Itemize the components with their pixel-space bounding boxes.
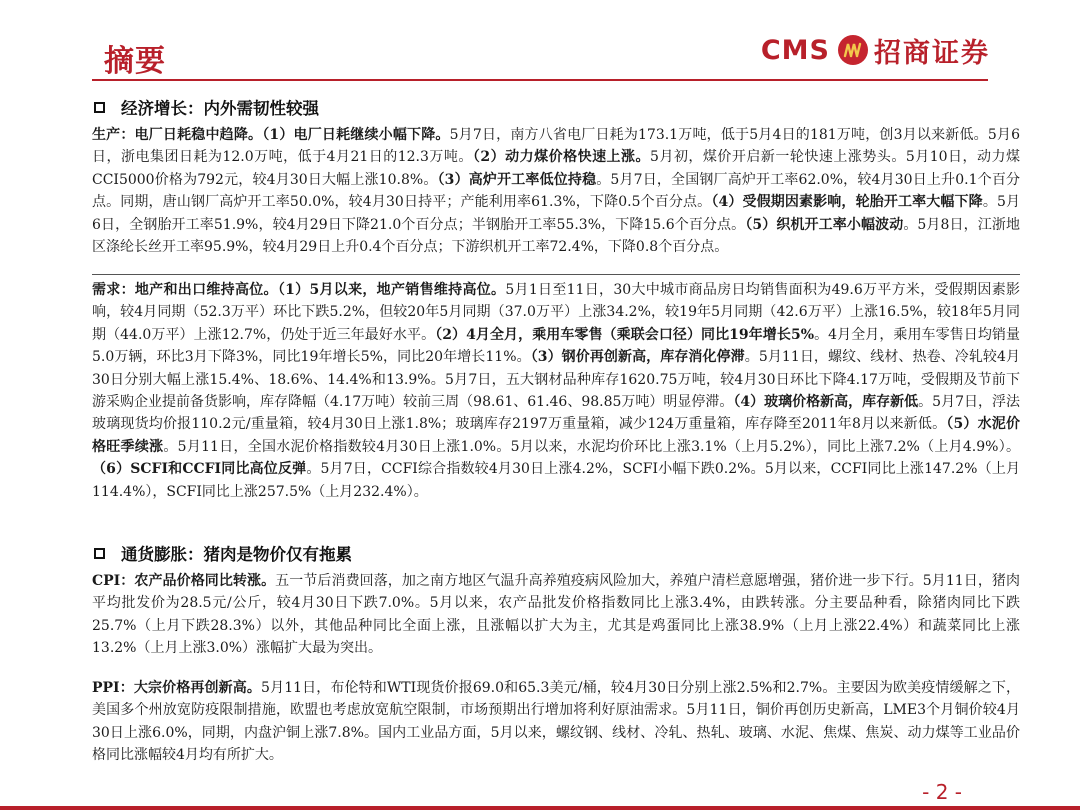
company-logo — [761, 30, 990, 70]
section-heading-text: 经济增长：内外需韧性较强 — [121, 99, 319, 118]
text-run: 。5月11日，螺纹、线材、热卷、冷轧较4月30日分别大幅上涨15.4%、18.6%、14.4%和13.9%。5月7日，五大钢材品种库存1620.75万吨，较4月30日环比下降4.17万吨，受假期及节前下游采购企业提前备货影响，库存降幅（4.17万吨）较前三周（98.61、61.46、98.85万吨）明显停滞。 — [92, 349, 1020, 411]
footer-rule — [0, 806, 1080, 810]
text-run: （5）水泥价格旺季续涨 — [92, 416, 1020, 455]
paragraph-lead: CPI：农产品价格同比转涨。 — [92, 573, 276, 589]
square-bullet-icon — [94, 548, 105, 559]
text-run: 5月7日，南方八省电厂日耗为173.1万吨，低于5月4日的181万吨，创3月以来新低。5月6日，浙电集团日耗为12.0万吨，低于4月21日的12.3万吨。 — [92, 127, 1020, 166]
text-run: （3）钢价再创新高，库存消化停滞 — [530, 349, 745, 366]
paragraph-lead: PPI：大宗价格再创新高。 — [92, 680, 262, 696]
text-run: （2）动力煤价格快速上涨。 — [472, 149, 651, 166]
text-run: （1）5月以来，地产销售维持高位。 — [277, 282, 506, 298]
paragraph-cpi — [92, 570, 1020, 660]
header-rule — [92, 79, 988, 81]
text-run: （4）受假期因素影响，轮胎开工率大幅下降 — [711, 194, 983, 211]
section-heading-economic-growth — [94, 95, 319, 119]
text-run: （3）高炉开工率低位持稳 — [437, 171, 597, 188]
text-run: （6）SCFI和CCFI同比高位反弹 — [92, 461, 307, 478]
text-run: 。5月7日，全国钢厂高炉开工率62.0%，较4月30日上升0.1个百分点。同期，唐山钢厂高炉开工率50.0%，较4月30日持平；产能利用率61.3%，下降0.5个百分点。 — [92, 171, 1020, 211]
section-heading-text: 通货膨胀：猪肉是物价仅有拖累 — [121, 545, 352, 564]
logo-emblem-icon — [838, 35, 868, 65]
text-run: （1）电厂日耗继续小幅下降。 — [262, 127, 450, 143]
paragraph-lead: 生产：电厂日耗稳中趋降。 — [92, 127, 263, 143]
square-bullet-icon — [94, 102, 105, 113]
text-run: （2）4月全月，乘用车零售（乘联会口径）同比19年增长5% — [435, 326, 814, 343]
paragraph-divider — [92, 274, 1020, 275]
text-run: 。5月8日，江浙地区涤纶长丝开工率95.9%，较4月29日上升0.4个百分点；下游织机开工率72.4%，下降0.8个百分点。 — [92, 216, 1020, 256]
text-run: （4）玻璃价格新高，库存新低 — [733, 394, 919, 411]
text-run: 。5月11日，全国水泥价格指数较4月30日上涨1.0%。5月以来，水泥均价环比上涨3.1%（上月5.2%），同比上涨7.2%（上月4.9%）。 — [163, 438, 1021, 455]
logo-chinese: 招商证券 — [874, 37, 990, 69]
page-number: - 2 - — [922, 780, 962, 804]
text-run: 。4月全月，乘用车零售日均销量5.0万辆，环比3月下降3%，同比19年增长5%，同比20年增长11%。 — [92, 326, 1020, 366]
paragraph-demand — [92, 279, 1020, 503]
paragraph-production — [92, 124, 1020, 258]
text-run: （5）织机开工率小幅波动 — [745, 216, 904, 233]
text-run: 五一节后消费回落，加之南方地区气温升高养殖疫病风险加大，养殖户清栏意愿增强，猪价进一步下行。5月11日，猪肉平均批发价为28.5元/公斤，较4月30日下跌7.0%。5月以来，农产品批发价格指数同比上涨3.4%，由跌转涨。分主要品种看，除猪肉同比下跌25.7%（上月下跌28.3%）以外，其他品种同比全面上涨，且涨幅以扩大为主，尤其是鸡蛋同比上涨38.9%（上月上涨22.4%）和蔬菜同比上涨13.2%（上月上涨3.0%）涨幅扩大最为突出。 — [92, 573, 1021, 657]
page-title: 摘要 — [104, 44, 166, 79]
paragraph-lead: 需求：地产和出口维持高位。 — [92, 282, 278, 298]
paragraph-ppi — [92, 677, 1020, 767]
text-run: 5月初，煤价开启新一轮快速上涨势头。5月10日，动力煤CCI5000价格为792元，较4月30日大幅上涨10.8%。 — [92, 149, 1020, 188]
text-run: 。5月6日，全钢胎开工率51.9%，较4月29日下降21.0个百分点；半钢胎开工率55.3%，下降15.6个百分点。 — [92, 194, 1020, 233]
text-run: 5月11日，布伦特和WTI现货价报69.0和65.3美元/桶，较4月30日分别上涨2.5%和2.7%。主要因为欧美疫情缓解之下，美国多个州放宽防疫限制措施，欧盟也考虑放宽航空限制，市场预期出行增加将利好原油需求。5月11日，铜价再创历史新高，LME3个月铜价较4月30日上涨6.0%，同期，内盘沪铜上涨7.8%。国内工业品方面，5月以来，螺纹钢、线材、冷轧、热轧、玻璃、水泥、焦煤、焦炭、动力煤等工业品价格同比涨幅较4月均有所扩大。 — [92, 680, 1020, 764]
text-run: 。5月7日，CCFI综合指数较4月30日上涨4.2%，SCFI小幅下跌0.2%。5月以来，CCFI同比上涨147.2%（上月114.4%），SCFI同比上涨257.5%（上月232.4%）。 — [92, 461, 1020, 500]
text-run: 5月1日至11日，30大中城市商品房日均销售面积为49.6万平方米，受假期因素影响，较4月同期（52.3万平）环比下跌5.2%，但较20年5月同期（37.0万平）上涨34.2%，较19年5月同期（42.6万平）上涨16.5%，较18年5月同期（44.0万平）上涨12.7%，仍处于近三年最好水平。 — [92, 282, 1020, 343]
text-run: 。5月7日，浮法玻璃现货均价报110.2元/重量箱，较4月30日上涨1.8%；玻璃库存2197万重量箱，减少124万重量箱，库存降至2011年8月以来新低。 — [92, 394, 1020, 433]
section-heading-inflation — [94, 541, 352, 565]
logo-latin: CMS — [760, 34, 830, 66]
